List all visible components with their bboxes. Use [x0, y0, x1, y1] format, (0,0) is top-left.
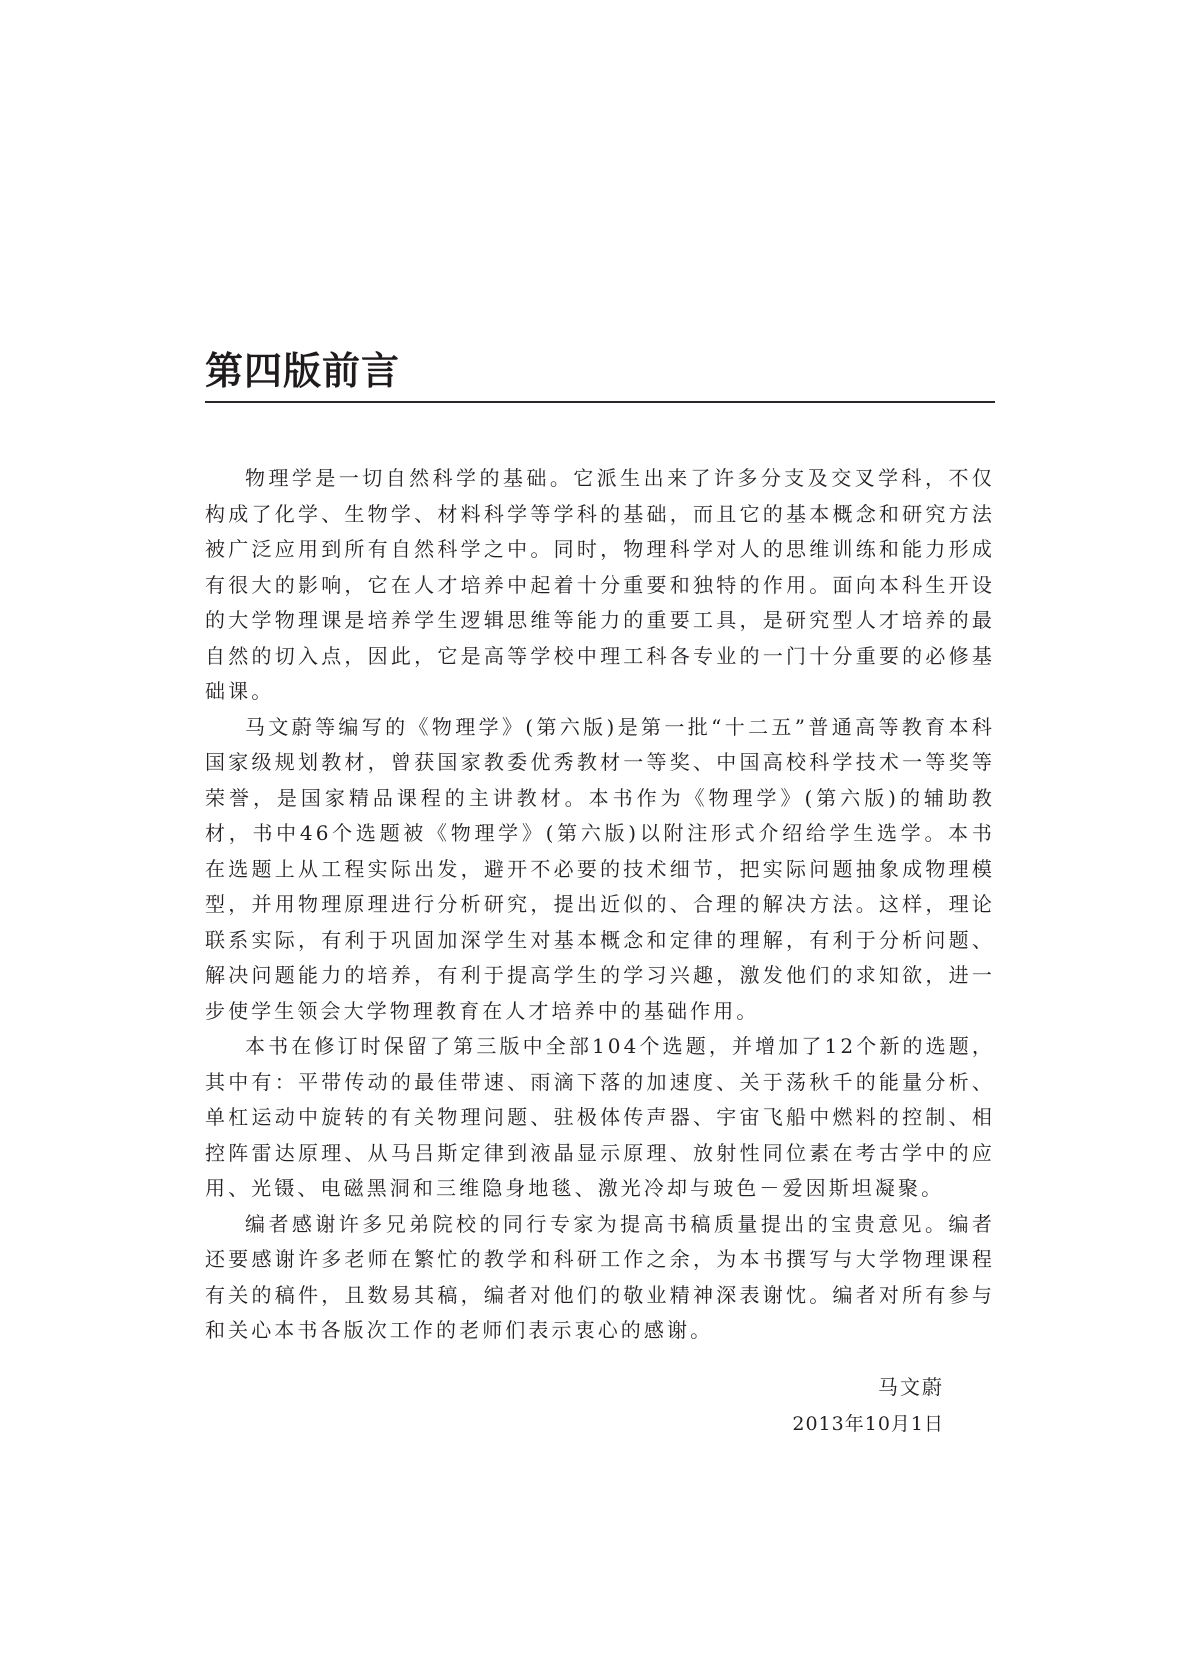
paragraph: 物理学是一切自然科学的基础。它派生出来了许多分支及交叉学科，不仅构成了化学、生物学、材料科学等学科的基础，而且它的基本概念和研究方法被广泛应用到所有自然科学之中。同时，物理科学对人的思维训练和能力形成有很大的影响，它在人才培养中起着十分重要和独特的作用。面向本科生开设的大学物理课是培养学生逻辑思维等能力的重要工具，是研究型人才培养的最自然的切入点，因此，它是高等学校中理工科各专业的一门十分重要的必修基础课。: [205, 466, 995, 703]
page-title: 第四版前言: [205, 349, 401, 393]
signature-date: 2013年10月1日: [792, 1413, 944, 1435]
author-signature: 马文蔚: [878, 1375, 944, 1399]
preface-body: [205, 461, 995, 1349]
title-underline: [205, 401, 995, 403]
paragraph: 编者感谢许多兄弟院校的同行专家为提高书稿质量提出的宝贵意见。编者还要感谢许多老师在繁忙的教学和科研工作之余，为本书撰写与大学物理课程有关的稿件，且数易其稿，编者对他们的敬业精神深表谢忱。编者对所有参与和关心本书各版次工作的老师们表示衷心的感谢。: [205, 1211, 995, 1342]
paragraph: 马文蔚等编写的《物理学》(第六版)是第一批“十二五”普通高等教育本科国家级规划教材，曾获国家教委优秀教材一等奖、中国高校科学技术一等奖等荣誉，是国家精品课程的主讲教材。本书作为《物理学》(第六版)的辅助教材，书中46个选题被《物理学》(第六版)以附注形式介绍给学生选学。本书在选题上从工程实际出发，避开不必要的技术细节，把实际问题抽象成物理模型，并用物理原理进行分析研究，提出近似的、合理的解决方法。这样，理论联系实际，有利于巩固加深学生对基本概念和定律的理解，有利于分析问题、解决问题能力的培养，有利于提高学生的学习兴趣，激发他们的求知欲，进一步使学生领会大学物理教育在人才培养中的基础作用。: [205, 714, 995, 1023]
paragraph: 本书在修订时保留了第三版中全部104个选题，并增加了12个新的选题，其中有：平带传动的最佳带速、雨滴下落的加速度、关于荡秋千的能量分析、单杠运动中旋转的有关物理问题、驻极体传声器、宇宙飞船中燃料的控制、相控阵雷达原理、从马吕斯定律到液晶显示原理、放射性同位素在考古学中的应用、光镊、电磁黑洞和三维隐身地毯、激光冷却与玻色－爱因斯坦凝聚。: [205, 1034, 995, 1200]
